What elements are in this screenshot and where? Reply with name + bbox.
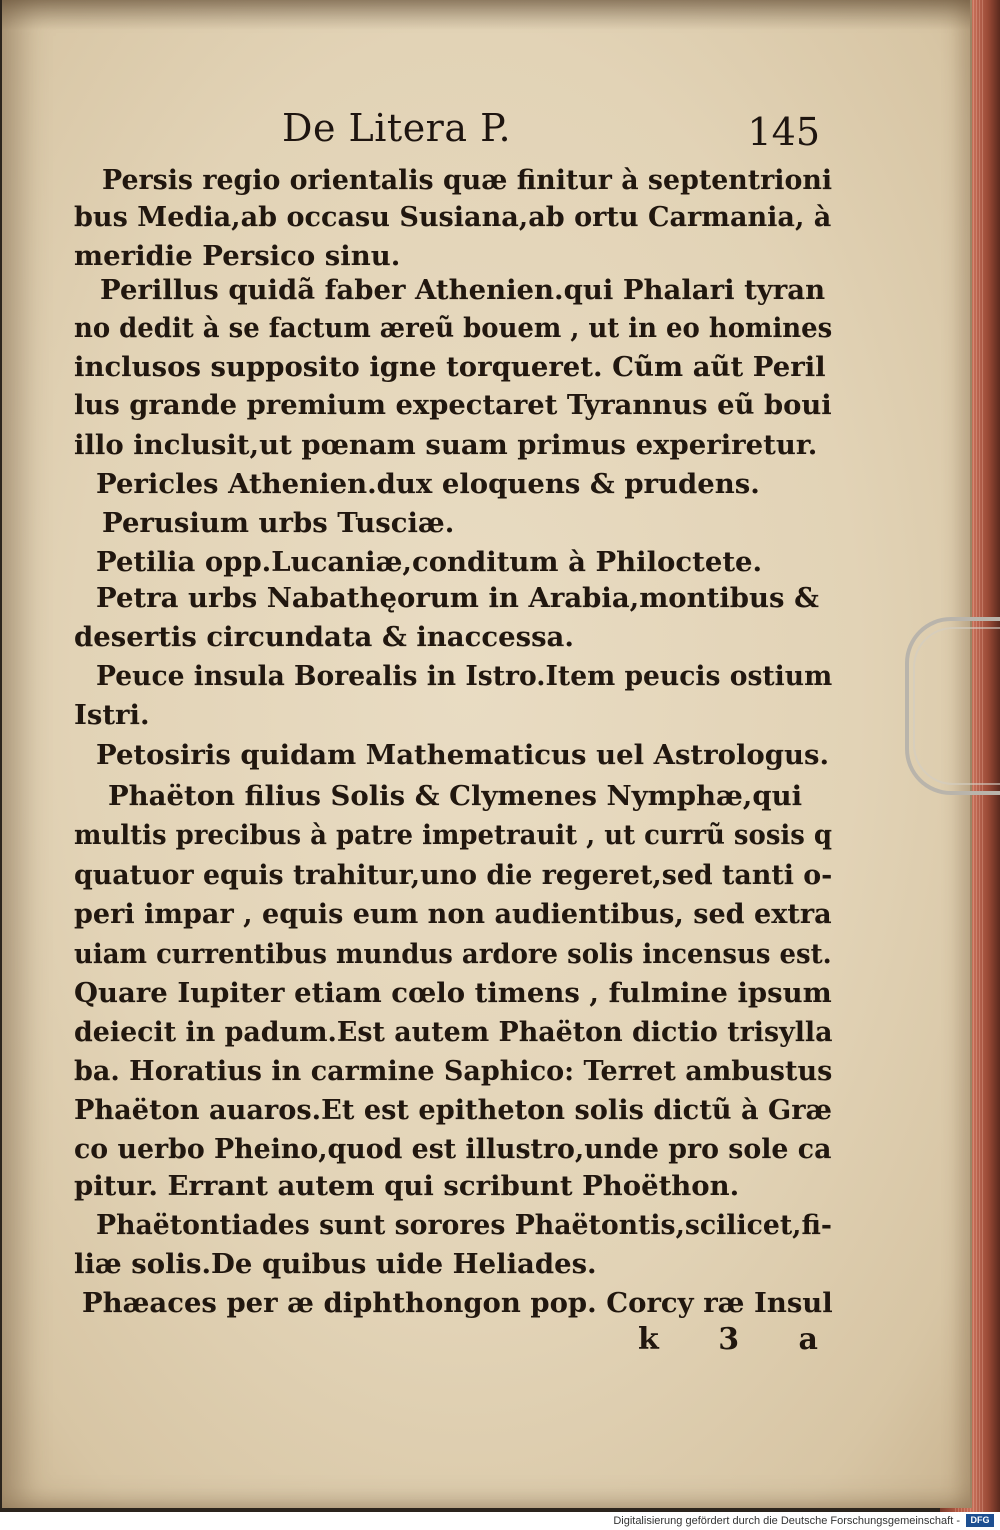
text-line: deiecit in padum.Est autem Phaëton dictio trisylla — [74, 1016, 833, 1048]
text-line: Perillus quidã faber Athenien.qui Phalari tyran — [100, 274, 826, 306]
dfg-logo: DFG — [966, 1514, 994, 1527]
page-text — [2, 0, 970, 1508]
signature-part: k — [638, 1322, 659, 1357]
text-line: Pericles Athenien.dux eloquens & prudens. — [96, 468, 760, 500]
text-line: Istri. — [74, 699, 150, 731]
text-line: ba. Horatius in carmine Saphico: Terret ambustus — [74, 1055, 833, 1087]
text-line: co uerbo Pheino,quod est illustro,unde pro sole ca — [74, 1133, 832, 1165]
text-line: Petilia opp.Lucaniæ,conditum à Philoctete. — [96, 546, 763, 578]
text-line: inclusos supposito igne torqueret. Cũm aũt Peril — [74, 351, 826, 383]
text-line: Petosiris quidam Mathematicus uel Astrologus. — [96, 739, 830, 771]
text-line: Phaëton auaros.Et est epitheton solis dictũ à Græ — [74, 1094, 833, 1126]
signature-part: 3 — [718, 1322, 740, 1357]
book-page — [2, 0, 972, 1508]
text-line: Peuce insula Borealis in Istro.Item peucis ostium — [96, 660, 833, 692]
text-line: lus grande premium expectaret Tyrannus eũ boui — [74, 389, 832, 421]
text-line: desertis circundata & inaccessa. — [74, 621, 574, 653]
running-head: De Litera P. — [282, 106, 512, 150]
text-line: illo inclusit,ut pœnam suam primus experiretur. — [74, 429, 818, 461]
text-line: uiam currentibus mundus ardore solis incensus est. — [74, 938, 832, 970]
text-line: Phaëtontiades sunt sorores Phaëtontis,scilicet,fi- — [96, 1209, 832, 1241]
text-line: bus Media,ab occasu Susiana,ab ortu Carmania, à — [74, 201, 832, 233]
page-number: 145 — [747, 110, 820, 154]
text-line: Phæaces per æ diphthongon pop. Corcy ræ Insul — [82, 1287, 833, 1319]
text-line: Perusium urbs Tusciæ. — [102, 507, 455, 539]
signature-mark — [638, 1318, 818, 1362]
page-header — [282, 103, 842, 153]
text-line: meridie Persico sinu. — [74, 240, 401, 272]
text-line: multis precibus à patre impetrauit , ut currũ sosis q — [74, 819, 833, 851]
signature-part: a — [798, 1322, 818, 1357]
text-line: no dedit à se factum æreũ bouem , ut in eo homines — [74, 312, 833, 344]
text-line: Phaëton filius Solis & Clymenes Nymphæ,qui — [108, 780, 803, 812]
text-line: pitur. Errant autem qui scribunt Phoëthon. — [74, 1170, 740, 1202]
footer-bar — [0, 1512, 1000, 1530]
text-line: Petra urbs Nabathęorum in Arabia,montibus & — [96, 582, 819, 614]
text-line: quatuor equis trahitur,uno die regeret,sed tanti o- — [74, 859, 833, 891]
text-line: Quare Iupiter etiam cœlo timens , fulmine ipsum — [74, 977, 832, 1009]
text-line: liæ solis.De quibus uide Heliades. — [74, 1248, 597, 1280]
text-line: peri impar , equis eum non audientibus, sed extra — [74, 898, 832, 930]
text-line: Persis regio orientalis quæ finitur à septentrioni — [102, 164, 833, 196]
funding-credit: Digitalisierung gefördert durch die Deutsche Forschungsgemeinschaft - — [613, 1515, 960, 1527]
